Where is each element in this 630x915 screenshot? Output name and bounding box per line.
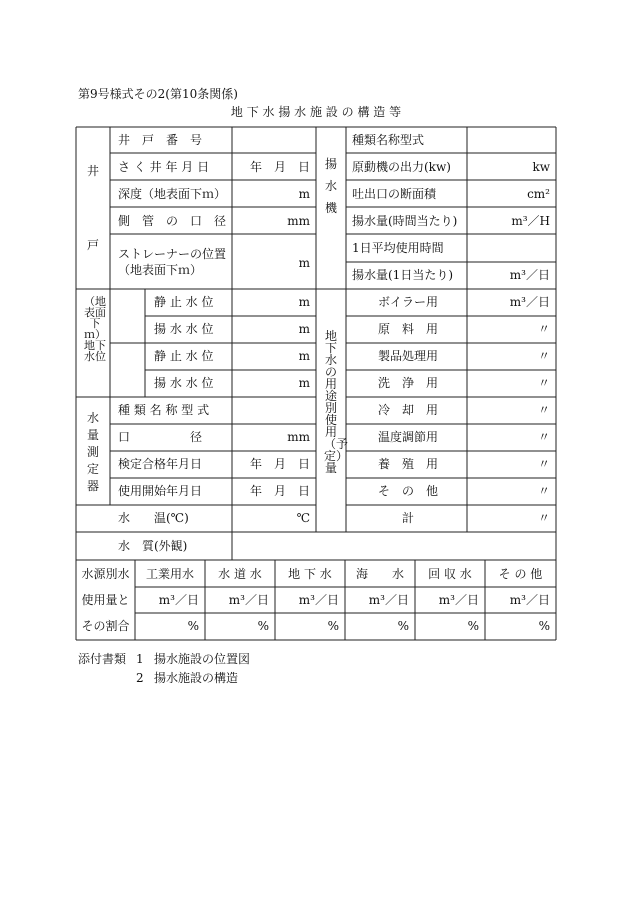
volume-tap[interactable]: m³／日: [228, 593, 269, 607]
volume-industrial[interactable]: m³／日: [158, 593, 199, 607]
discharge-area-label: 吐出口の断面積: [352, 187, 437, 201]
page-title: 地 下 水 揚 水 施 設 の 構 造 等: [230, 105, 402, 119]
source-row-label-3: その割合: [81, 619, 130, 633]
usage-cooling-value[interactable]: 〃: [537, 403, 550, 417]
pump-section-label: 揚 水 機: [324, 157, 337, 215]
meter-inspection-date-value[interactable]: 年 月 日: [249, 457, 310, 471]
water-temperature-value[interactable]: ℃: [296, 511, 310, 525]
source-col-industrial: 工業用水: [145, 567, 194, 581]
usage-washing-label: 洗 浄 用: [377, 376, 438, 390]
well-number-label: 井 戸 番 号: [118, 133, 203, 147]
usage-section-label: 地下水の用途別使用（予定）量: [324, 329, 349, 475]
usage-raw-material-label: 原 料 用: [377, 322, 438, 336]
pumping-level-label-2: 揚 水 水 位: [154, 376, 214, 390]
percent-recovered[interactable]: %: [467, 619, 479, 633]
static-level-value-2[interactable]: m: [298, 349, 310, 363]
attachment-1-number: 1: [136, 652, 144, 666]
percent-sea[interactable]: %: [397, 619, 409, 633]
usage-raw-material-value[interactable]: 〃: [537, 322, 550, 336]
usage-cooling-label: 冷 却 用: [377, 403, 438, 417]
casing-diameter-value[interactable]: mm: [287, 214, 310, 228]
water-temperature-label: 水 温(℃): [118, 511, 189, 525]
attachment-2-number: 2: [136, 671, 144, 685]
static-level-value-1[interactable]: m: [298, 295, 310, 309]
well-section-label-top: 井: [86, 164, 99, 178]
static-level-label-1: 静 止 水 位: [154, 295, 214, 309]
drill-date-label: さ く 井 年 月 日: [118, 160, 210, 174]
usage-washing-value[interactable]: 〃: [537, 376, 550, 390]
source-col-tap: 水 道 水: [218, 567, 262, 581]
meter-section-label: 水量測定器: [86, 411, 99, 493]
depth-value[interactable]: m: [298, 187, 310, 201]
discharge-area-value[interactable]: cm²: [527, 187, 550, 201]
drill-date-value[interactable]: 年 月 日: [249, 160, 310, 174]
daily-volume-label: 揚水量(1日当たり): [352, 268, 453, 282]
meter-type-label: 種 類 名 称 型 式: [118, 403, 210, 417]
percent-other[interactable]: %: [538, 619, 550, 633]
meter-inspection-date-label: 検定合格年月日: [118, 457, 203, 471]
well-section-label-bottom: 戸: [86, 238, 99, 252]
hourly-volume-label: 揚水量(時間当たり): [352, 214, 458, 228]
groundwater-level-section-label: （地表面下ｍ）地下水位: [84, 295, 106, 363]
source-col-groundwater: 地 下 水: [288, 567, 332, 581]
usage-boiler-value[interactable]: m³／日: [509, 295, 550, 309]
source-row-label-1: 水源別水: [81, 567, 130, 581]
attachments-label: 添付書類: [78, 652, 127, 666]
percent-groundwater[interactable]: %: [327, 619, 339, 633]
meter-diameter-label: 口 径: [118, 430, 203, 444]
usage-other-label: そ の 他: [377, 484, 438, 498]
usage-total-value[interactable]: 〃: [537, 511, 550, 525]
water-quality-label: 水 質(外観): [118, 539, 188, 553]
usage-other-value[interactable]: 〃: [537, 484, 550, 498]
strainer-position-value[interactable]: m: [298, 256, 310, 270]
source-col-sea: 海 水: [355, 567, 404, 581]
meter-diameter-value[interactable]: mm: [287, 430, 310, 444]
pumping-level-value-2[interactable]: m: [298, 376, 310, 390]
usage-temperature-label: 温度調節用: [377, 430, 438, 444]
percent-industrial[interactable]: %: [187, 619, 199, 633]
static-level-label-2: 静 止 水 位: [154, 349, 214, 363]
usage-boiler-label: ボイラー用: [377, 295, 438, 309]
pumping-level-label-1: 揚 水 水 位: [154, 322, 214, 336]
daily-hours-label: 1日平均使用時間: [352, 241, 444, 255]
motor-output-label: 原動機の出力(kw): [352, 160, 451, 174]
attachment-1-text: 揚水施設の位置図: [154, 652, 251, 666]
meter-start-date-value[interactable]: 年 月 日: [249, 484, 310, 498]
motor-output-value[interactable]: kw: [532, 160, 550, 174]
percent-tap[interactable]: %: [257, 619, 269, 633]
source-col-other: そ の 他: [498, 567, 543, 581]
volume-sea[interactable]: m³／日: [368, 593, 409, 607]
strainer-position-label: ストレーナーの位置（地表面下ｍ）: [118, 247, 227, 277]
pump-type-label: 種類名称型式: [352, 133, 425, 147]
source-row-label-2: 使用量と: [81, 593, 130, 607]
usage-processing-value[interactable]: 〃: [537, 349, 550, 363]
meter-start-date-label: 使用開始年月日: [118, 484, 203, 498]
usage-total-label: 計: [401, 511, 414, 525]
form-number: 第9号様式その2(第10条関係): [78, 87, 238, 101]
volume-recovered[interactable]: m³／日: [438, 593, 479, 607]
volume-other[interactable]: m³／日: [509, 593, 550, 607]
volume-groundwater[interactable]: m³／日: [298, 593, 339, 607]
usage-aquaculture-value[interactable]: 〃: [537, 457, 550, 471]
hourly-volume-value[interactable]: m³／H: [511, 214, 550, 228]
casing-diameter-label: 側 管 の 口 径: [118, 214, 227, 228]
attachment-2-text: 揚水施設の構造: [154, 671, 239, 685]
usage-temperature-value[interactable]: 〃: [537, 430, 550, 444]
daily-volume-value[interactable]: m³／日: [509, 268, 550, 282]
source-col-recovered: 回 収 水: [428, 567, 472, 581]
pumping-level-value-1[interactable]: m: [298, 322, 310, 336]
depth-label: 深度（地表面下ｍ）: [118, 187, 227, 201]
usage-aquaculture-label: 養 殖 用: [377, 457, 438, 471]
usage-processing-label: 製品処理用: [377, 349, 438, 363]
